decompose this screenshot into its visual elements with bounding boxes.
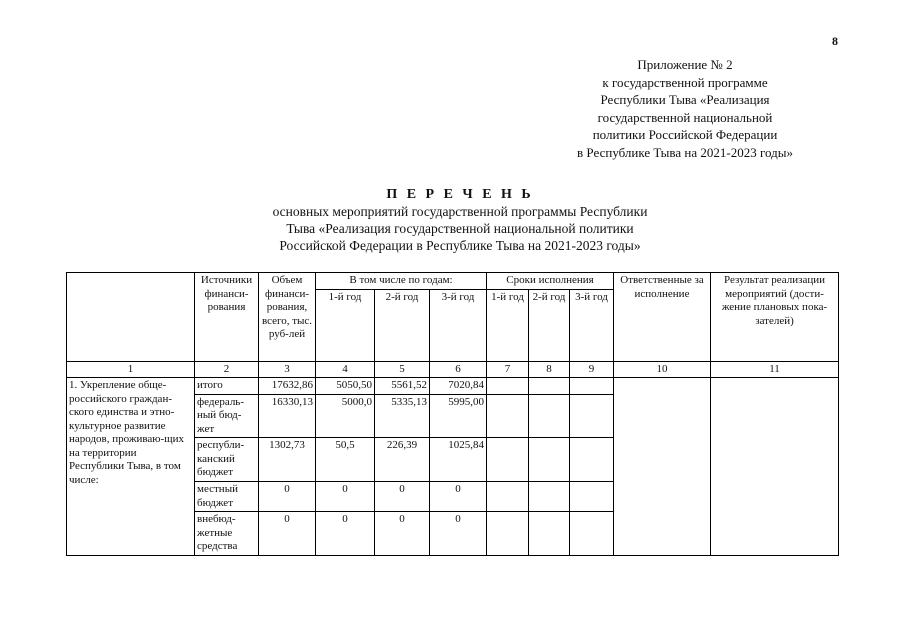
year1-cell: 0 xyxy=(316,482,375,512)
total-cell: 17632,86 xyxy=(259,378,316,395)
document-heading xyxy=(210,186,710,254)
deadline-cell xyxy=(570,512,614,556)
header-row xyxy=(67,273,839,290)
source-cell: республи-канский бюджет xyxy=(195,438,259,482)
appendix-line: Приложение № 2 xyxy=(637,57,733,72)
column-number: 9 xyxy=(570,361,614,378)
year1-cell: 50,5 xyxy=(316,438,375,482)
year2-cell: 226,39 xyxy=(375,438,430,482)
deadline-cell xyxy=(529,378,570,395)
heading-line: основных мероприятий государственной программы Республики xyxy=(272,204,648,219)
deadline-cell xyxy=(487,378,529,395)
column-number: 8 xyxy=(529,361,570,378)
heading-line: Российской Федерации в Республике Тыва на 2021-2023 годы» xyxy=(279,238,641,253)
deadline-cell xyxy=(529,482,570,512)
year3-cell: 7020,84 xyxy=(430,378,487,395)
column-number: 7 xyxy=(487,361,529,378)
total-cell: 0 xyxy=(259,512,316,556)
year1-cell: 5050,50 xyxy=(316,378,375,395)
source-cell: федераль-ный бюд-жет xyxy=(195,394,259,438)
total-cell: 16330,13 xyxy=(259,394,316,438)
year2-cell: 0 xyxy=(375,482,430,512)
appendix-line: государственной национальной xyxy=(597,109,773,125)
year3-cell: 1025,84 xyxy=(430,438,487,482)
deadline-cell xyxy=(570,378,614,395)
year2-cell: 5335,13 xyxy=(375,394,430,438)
deadline-cell xyxy=(529,394,570,438)
column-number: 5 xyxy=(375,361,430,378)
header-cell-year3: 3-й год xyxy=(430,289,487,361)
activity-cell: 1. Укрепление обще-российского граждан-ского единства и этно-культурное развитие народов, проживаю-щих на территории Республики Тыва, в том числе: xyxy=(67,378,195,556)
source-cell: местный бюджет xyxy=(195,482,259,512)
deadline-cell xyxy=(529,438,570,482)
header-cell-d3: 3-й год xyxy=(570,289,614,361)
activities-table xyxy=(66,272,839,556)
deadline-cell xyxy=(487,394,529,438)
header-cell-sources: Источники финанси-рования xyxy=(195,273,259,362)
column-number: 2 xyxy=(195,361,259,378)
header-cell-year1: 1-й год xyxy=(316,289,375,361)
deadline-cell xyxy=(570,394,614,438)
header-cell-deadlines: Сроки исполнения xyxy=(487,273,614,290)
result-cell xyxy=(711,378,839,556)
header-cell-d2: 2-й год xyxy=(529,289,570,361)
year3-cell: 0 xyxy=(430,512,487,556)
heading-line: Тыва «Реализация государственной национальной политики xyxy=(286,221,634,236)
header-cell-result: Результат реализации мероприятий (дости-жение плановых пока-зателей) xyxy=(711,273,839,362)
table-row xyxy=(67,378,839,395)
column-number: 3 xyxy=(259,361,316,378)
column-number: 11 xyxy=(711,361,839,378)
source-cell: итого xyxy=(195,378,259,395)
source-cell: внебюд-жетные средства xyxy=(195,512,259,556)
header-cell-d1: 1-й год xyxy=(487,289,529,361)
header-cell-activity xyxy=(67,273,195,362)
deadline-cell xyxy=(487,438,529,482)
year2-cell: 5561,52 xyxy=(375,378,430,395)
header-cell-year2: 2-й год xyxy=(375,289,430,361)
column-number: 6 xyxy=(430,361,487,378)
deadline-cell xyxy=(570,438,614,482)
header-cell-responsible: Ответственные за исполнение xyxy=(614,273,711,362)
appendix-line: Республики Тыва «Реализация xyxy=(600,92,770,107)
year3-cell: 0 xyxy=(430,482,487,512)
year2-cell: 0 xyxy=(375,512,430,556)
appendix-line: политики Российской Федерации xyxy=(592,127,778,142)
deadline-cell xyxy=(570,482,614,512)
appendix-block xyxy=(535,56,835,161)
column-number: 1 xyxy=(67,361,195,378)
total-cell: 1302,73 xyxy=(259,438,316,482)
appendix-line: к государственной программе xyxy=(602,74,768,90)
column-number-row xyxy=(67,361,839,378)
appendix-line: в Республике Тыва на 2021-2023 годы» xyxy=(577,144,793,160)
responsible-cell xyxy=(614,378,711,556)
deadline-cell xyxy=(487,482,529,512)
year3-cell: 5995,00 xyxy=(430,394,487,438)
deadline-cell xyxy=(529,512,570,556)
column-number: 10 xyxy=(614,361,711,378)
document-title: П Е Р Е Ч Е Н Ь xyxy=(386,187,534,202)
year1-cell: 5000,0 xyxy=(316,394,375,438)
year1-cell: 0 xyxy=(316,512,375,556)
header-cell-volume: Объем финанси-рования, всего, тыс. руб-лей xyxy=(259,273,316,362)
page-number: 8 xyxy=(832,34,838,48)
column-number: 4 xyxy=(316,361,375,378)
header-cell-by-years: В том числе по годам: xyxy=(316,273,487,290)
total-cell: 0 xyxy=(259,482,316,512)
deadline-cell xyxy=(487,512,529,556)
